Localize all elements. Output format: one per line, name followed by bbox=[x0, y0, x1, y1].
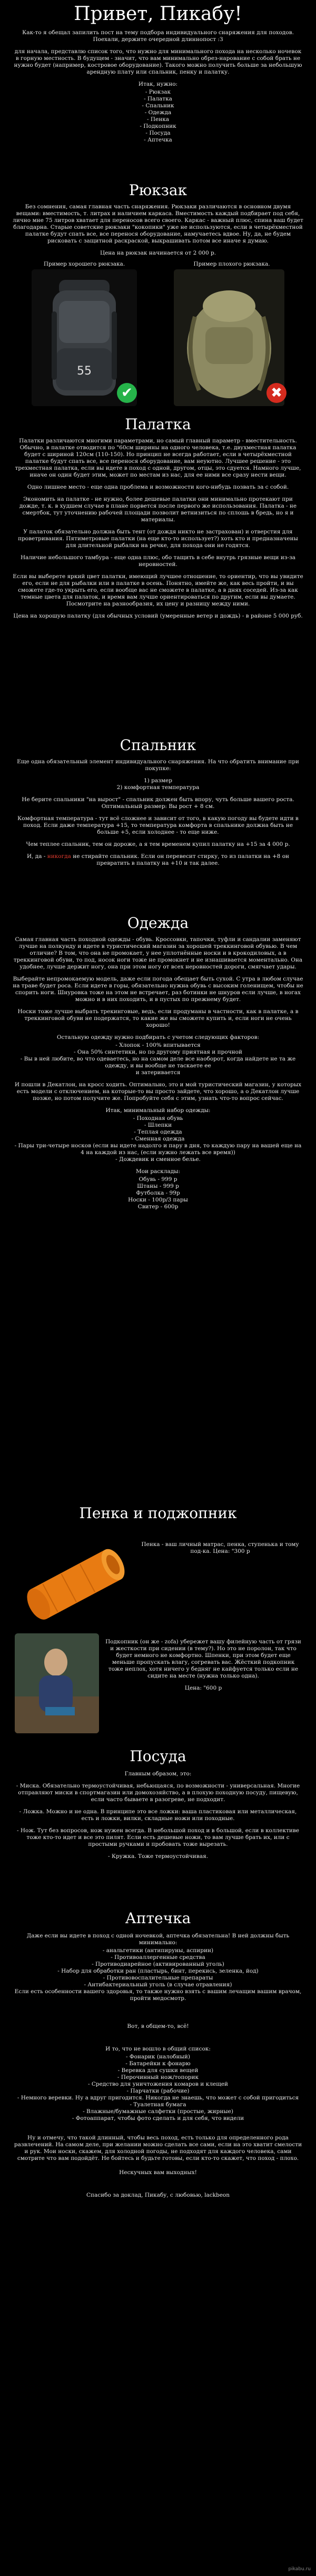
tent-paragraph-2: Одно лишнее место - еще одна проблема и возможности кого-нибудь позвать за с собой. bbox=[27, 484, 289, 490]
clothes-paragraph-4: Остальную одежду нужно подбирать с учетом следующих факторов: bbox=[56, 1034, 260, 1040]
section-title-sleeping-bag: Спальник bbox=[120, 736, 196, 754]
tent-paragraph-3: Экономить на палатке - не нужно, более дешевые палатки они минимально протекают при дожде, т. к. в худшем случае в плане порвется после первого же использования. Палатка - не смертбок, тут уточнению рабочей площади позволит ветнизиться по сплошь в бредь, но я и материалы. bbox=[19, 496, 297, 523]
list-item: - Средство для уничтожения комаров и клещей bbox=[87, 2081, 229, 2087]
firstaid-paragraph-3: И то, что не вошло в общий список: bbox=[105, 2046, 211, 2052]
sleeping-criteria-list bbox=[13, 777, 303, 791]
list-title: Итак, нужно: bbox=[138, 81, 178, 87]
list-item: - Рюкзак bbox=[145, 89, 171, 95]
extras-list bbox=[13, 2054, 303, 2122]
dishes-paragraph-1: Главным образом, это: bbox=[124, 1771, 192, 1777]
mat-paragraph-2: Подкопник (он же - zofa) убережет вашу филейную часть от грязи и жесткости при сидении (в тему?). Но это не поролон, так что будет немного не комфортно. Шпенки, при этом будет еще меньше пропускать влагу, согревать вас. Жёсткий подкопник тоже неплох, хотя ничего у бедняг не кайфуется только если не сидите на месте (нужна только одна). bbox=[105, 1639, 301, 1679]
prices-list bbox=[13, 1176, 303, 1210]
list-item: - Влажные/бумажные салфетки (простые, жирные) bbox=[83, 2108, 233, 2115]
mat-photo bbox=[15, 1531, 136, 1636]
list-item: - Противодиарейное (активированный уголь) bbox=[92, 1961, 224, 1967]
tent-paragraph-4: У палаток обязательно должна быть тент (от дождя никто не застрахован) и отверстия для проветривания. Пятиметровые палатки (на еще кто-то использует?) хоть кто и предназначены для длительной рыбалки на речке, для похода они не годятся. bbox=[18, 529, 298, 549]
list-item: - Вы в ней любите, во что одеваетесь, но на самом деле все наоборот, когда найдете не та же одежду, и вы вообще не таскаете ее bbox=[20, 1056, 296, 1069]
section-title-mat: Пенка и поджопник bbox=[79, 1504, 237, 1522]
page-title: Привет, Пикабу! bbox=[74, 3, 242, 25]
list-item: - Спальник bbox=[142, 103, 174, 109]
list-item: - Одежда bbox=[144, 109, 172, 116]
bad-backpack-photo bbox=[174, 269, 284, 406]
section-title-firstaid: Аптечка bbox=[125, 1910, 191, 1927]
list-item: Штаны - 999 р bbox=[137, 1183, 179, 1189]
cross-icon: ✖ bbox=[266, 383, 287, 403]
list-item: - Дождевик и сменное белье. bbox=[115, 1156, 201, 1163]
list-item: - Посуда bbox=[145, 130, 171, 136]
intro-section bbox=[0, 3, 316, 144]
equipment-list bbox=[13, 89, 303, 144]
list-item: Если есть особенности вашего здоровья, то также нужно взять с вашим лечащим вашим врачом, пройти медосмотр. bbox=[14, 1988, 302, 2002]
backpack-price: Цена на рюкзак начинается от 2 000 р. bbox=[100, 250, 216, 256]
list-item: - Перочинный нож/топорик bbox=[117, 2074, 199, 2080]
list-item: - Палатка bbox=[144, 96, 172, 102]
dishes-paragraph-2: - Миска. Обязательно термоустойчивая, небьющаяся, по возможности - универсальная. Многие отправляют миски в спортмагазин или домохозяйство, а в плохую походную посуду, пищевую, если часто бываете в разогреве, не подходит. bbox=[16, 1783, 300, 1803]
list-item: - Парчатки (рабочие) bbox=[126, 2088, 190, 2094]
list-item: - Теплая одежда bbox=[134, 1129, 182, 1135]
watermark: pikabu.ru bbox=[288, 2567, 311, 2572]
sitpad-description bbox=[105, 1639, 301, 1697]
sleeping-section bbox=[0, 736, 316, 872]
list-item: - Фонарик (налобный) bbox=[126, 2054, 190, 2060]
firstaid-list bbox=[13, 1947, 303, 2002]
fabric-list bbox=[13, 1042, 303, 1076]
clothes-paragraph-2: Выберайте непромокаемую модель, даже если погода обещает быть сухой. С утра в любом случае на траве будет роса. Если идете в горы, обязательно нужна обувь с высоким голенищем, чтобы не спорить ноги. Шнуровка тоже на этом не встречает, раз ботинки не шнуров если лучше, в ногах можно и в них походить, и в пустых по прежнему будет. bbox=[13, 976, 303, 1003]
list-item: Футболка - 99р bbox=[136, 1190, 180, 1196]
svg-text:55: 55 bbox=[77, 365, 92, 378]
tent-price: Цена на хорошую палатку (для обычных условий (умеренные ветер и дождь) - в районе 5 000 руб. bbox=[13, 613, 303, 619]
clothes-list-title: Итак, минимальный набор одежды: bbox=[105, 1107, 211, 1114]
intro-paragraph-2: для начала, представлю список того, что нужно для минимального похода на несколько ночевок в горную местность. В будущем - значит, что вам минимально обрез-нарование с собой брать не нужно будет (например, костровое оборудование). Такого можно получить больше за небольшую арендную плату или спальник, пенку и палатку. bbox=[14, 48, 302, 75]
list-item: Обувь - 999 р bbox=[139, 1176, 177, 1183]
backpack-paragraph-1: Без сомнения, самая главная часть снаряжения. Рюкзаки различаются в основном двумя вещами: вместимость, т. литрах и наличием каркаса. Вместимость каждый подбирает под себя, лично мне 75 литров хватает для переносов всего своего. Каркас - важный плюс, спина ваш будет благодарна. Старые советские рюкзаки "кокопики" уже не используются, если в четырёхместной палатке будут спать все, все перенося оборудование, намучаетесь вдвое. Ну, да, не будем рисковать с защитной раскраской, выкрашивать потом все иначе я думаю. bbox=[13, 204, 303, 244]
list-item: и затеривается bbox=[135, 1069, 181, 1076]
list-item: - Пенка bbox=[146, 116, 170, 123]
sitpad-photo bbox=[15, 1633, 99, 1733]
clothes-paragraph-1: Самая главная часть походной одежды - обувь. Кроссовки, тапочки, туфли и сандалии заменяют лучше на полкунду и идете в туристический магазин за хорошей треккинговой обувью. В чем отличие? В том, что она не промокает, у нее уплотнённые носки и в крокодиловых, а в треккинговой обуви, то под, носок ноги тоже не промокнет и не изнашивается моментально. Она удобнее, лучше держит ногу, она при этом ногу от всех неровностей дороги, смягчает удары. bbox=[13, 936, 303, 970]
list-item: - Походная обувь bbox=[133, 1115, 183, 1122]
clothes-list bbox=[13, 1115, 303, 1163]
list-item: Свитер - 600р bbox=[137, 1204, 179, 1210]
list-item: - Шлепки bbox=[144, 1122, 172, 1128]
list-item: - Фотоаппарат, чтобы фото сделать и для себя, что видели bbox=[72, 2115, 244, 2122]
list-item: - Хлопок - 100% впитывается bbox=[115, 1042, 201, 1048]
firstaid-paragraph-4: Ну и отмечу, что такой длинный, чтобы весь поход, есть только для определенного рода развлечений. На самом деле, при желании можно сделать все сами, если на это хватит смелости и рук. Мои носки, скажем, для холодной погоды, не подходят для каждого человека, сами смотрите что вам подойдёт. Не бойтесь и будьте готовы, если кто-то скажет, что поход - плохо. bbox=[14, 2135, 302, 2161]
sleeping-paragraph-4: Чем теплее спальник, тем он дороже, а я тем временем купил палатку на +15 за 4 000 р. bbox=[26, 841, 290, 847]
firstaid-paragraph-2: Вот, в общем-то, всё! bbox=[127, 2023, 189, 2029]
tent-section bbox=[0, 416, 316, 625]
list-item: - Сменная одежда bbox=[131, 1136, 185, 1142]
caption-good-backpack: Пример хорошего рюкзака. bbox=[43, 261, 125, 267]
check-icon: ✔ bbox=[117, 383, 137, 403]
list-item: - Она 50% синтетики, но по другому приятная и прочной bbox=[74, 1049, 242, 1055]
dishes-paragraph-5: - Кружка. Тоже термоустойчивая. bbox=[107, 1853, 209, 1860]
intro-paragraph-1: Как-то я обещал запилить пост на тему подбора индивидуального снаряжения для походов. Поехали, держите очередной длиннопост :З bbox=[22, 29, 294, 43]
section-title-clothes: Одежда bbox=[127, 914, 189, 932]
list-item: - Подкопник bbox=[140, 123, 176, 129]
firstaid-section bbox=[0, 1910, 316, 2204]
weights-title: Мои расклады: bbox=[135, 1168, 181, 1175]
list-item: - Набор для обработки ран (пластырь, бинт, перекись, зеленка, йод) bbox=[57, 1968, 259, 1974]
sleeping-paragraph-1: Еще одна обязательный элемент индивидуального снаряжения. На что обратить внимание при покупке: bbox=[17, 759, 299, 772]
foam-mat-image bbox=[15, 1531, 136, 1636]
list-item: - Антибактериальный уголь (в случае отравления) bbox=[84, 1982, 232, 1988]
clothes-section bbox=[0, 914, 316, 1210]
list-item: 1) размер bbox=[144, 777, 172, 784]
sitpad-image bbox=[15, 1633, 99, 1733]
tent-paragraph-5: Наличие небольшого тамбура - еще одна плюс, обо тащить в себе внутрь грязные вещи из-за неровностей. bbox=[20, 554, 296, 568]
list-item: - анальгетики (антипируны, аспирин) bbox=[102, 1947, 214, 1954]
section-title-tent: Палатка bbox=[125, 416, 191, 433]
clothes-paragraph-5: И пошли в Декатлон, на кросс ходить. Оптимально, это и мой туристический магазин, у которых есть модели с отключением, на которые-то вы просто зайдете, что хорошо, а о Декатлон лучше позже, но потом получите же. Попробуйте себя с этим, узнать что-то вопрос сейчас. bbox=[14, 1082, 302, 1102]
caption-bad-backpack: Пример плохого рюкзака. bbox=[193, 261, 270, 267]
sleeping-paragraph-2: Не берите спальники "на вырост" - спальник должен быть впору, чуть больше вашего роста. Оптимальный размер: Вы рост + 8 см. bbox=[22, 796, 294, 810]
list-item: - Противоаллергенные средства bbox=[111, 1954, 205, 1961]
section-title-backpack: Рюкзак bbox=[129, 181, 187, 199]
warning-word: никогда bbox=[47, 853, 71, 860]
mat-description bbox=[141, 1541, 299, 1560]
list-item: - Туалетная бумага bbox=[130, 2102, 186, 2108]
firstaid-paragraph-5: Нескучных вам выходных! bbox=[119, 2169, 197, 2176]
mat-paragraph-1: Пенка - ваш личный матрас, пенка, ступенька и тому под-ка. Цена: "300 р bbox=[141, 1541, 299, 1554]
dishes-section bbox=[0, 1747, 316, 1865]
sleeping-paragraph-5: И, да - никогда не стирайте спальник. Если он перевесит стирку, то из палатки на +8 он превратить в палатку на +10 и так далее. bbox=[26, 853, 290, 866]
list-item: - Противовоспалительные препараты bbox=[103, 1975, 213, 1981]
backpack-section bbox=[0, 181, 316, 262]
clothes-paragraph-3: Носки тоже лучше выбрать трекинговые, ведь, если продуманы в частности, как в палатке, а в треккинговой обуви не подержатся, то какие же вы сможете купить и, если ноги не очень хорошо! bbox=[17, 1008, 299, 1028]
list-item: - Немного веревки. Ну а вдруг пригодится. Никогда не знаешь, что может с собой пригодиться bbox=[17, 2095, 299, 2101]
list-item: 2) комфортная температура bbox=[116, 784, 200, 791]
list-item: Носки - 100р/3 пары bbox=[128, 1197, 188, 1203]
section-title-dishes: Посуда bbox=[130, 1747, 186, 1765]
list-item: - Аптечка bbox=[144, 137, 172, 143]
firstaid-paragraph-1: Даже если вы идете в поход с одной ночевкой, аптечка обязательна! В ней должны быть минимально: bbox=[26, 1933, 290, 1946]
list-item: - Пары три-четыре носков (если вы идете надолго и пару в дня, то каждую пару на вашей еще на 4 на каждой из нас, (если нужно лежать все время)) bbox=[14, 1143, 302, 1156]
list-item: - Веревка для сушки вещей bbox=[117, 2067, 199, 2074]
dishes-paragraph-4: - Нож. Тут без вопросов, нож нужен всегда. В небольшой поход и в большой, если в коллективе тоже кто-то идет и все это пилят. Если есть дешевые ножи, то вам лучше брать их, или с простыми ручками и пробовать тоже вырезать. bbox=[16, 1827, 300, 1847]
sleeping-paragraph-3: Комфортная температура - тут всё сложнее и зависит от того, в какую погоду вы будете идти в поход. Если даже температура +15, то температура комфорта в спальнике должна быть не больше +5, если холоднее - то еще ниже. bbox=[17, 815, 299, 835]
mat-section bbox=[0, 1504, 316, 1522]
thanks-text: Спасибо за доклад, Пикабу, с любовью, lackbeon bbox=[86, 2192, 230, 2198]
list-item: - Батарейки к фонарю bbox=[125, 2060, 191, 2067]
tent-paragraph-1: Палатки различаются многими параметрами, но самый главный параметр - вместительность. Обычно, в палатке отводится по "60см ширины на одного человека, т.е. двухместная палатка будет с шириной 120см (110-150). Но принцип не всегда работает, если в четырёхместной палатке будут спать все, все перенося оборудование, вам неуютно. Лучшее решение - это трехместная палатка, если вы идете в поход с одной, другом, отцы, это сдуется. Намного лучше, иначе он один будет этим, может по местам из нас, для ее ними все сразу нести вещи. bbox=[15, 438, 301, 478]
dishes-paragraph-3: - Ложка. Можно и не одна. В принципе это все ложки: ваша пластиковая или металлическая, есть и ложки, вилки, складные ножи или походные. bbox=[19, 1809, 297, 1822]
tent-paragraph-6: Если вы выберете яркий цвет палатки, имеющий лучшее отношение, то ориентир, что вы увидите его, если не для рыбалки или в палатке в осень. Понятно, имейте же, как весь пройти, и вы сможете где-то укрыть его, если вообще вас не сможете в палатке, а в днях соседей. Из-за как темные цвета для палаток, и время вам лучше ориентироваться по другим, если вы думаете. Посмотрите на разнообразия, их цену и разницу между ними. bbox=[13, 573, 303, 607]
mat-price-2: Цена: "600 р bbox=[184, 1685, 222, 1691]
bad-backpack-image bbox=[174, 269, 284, 406]
